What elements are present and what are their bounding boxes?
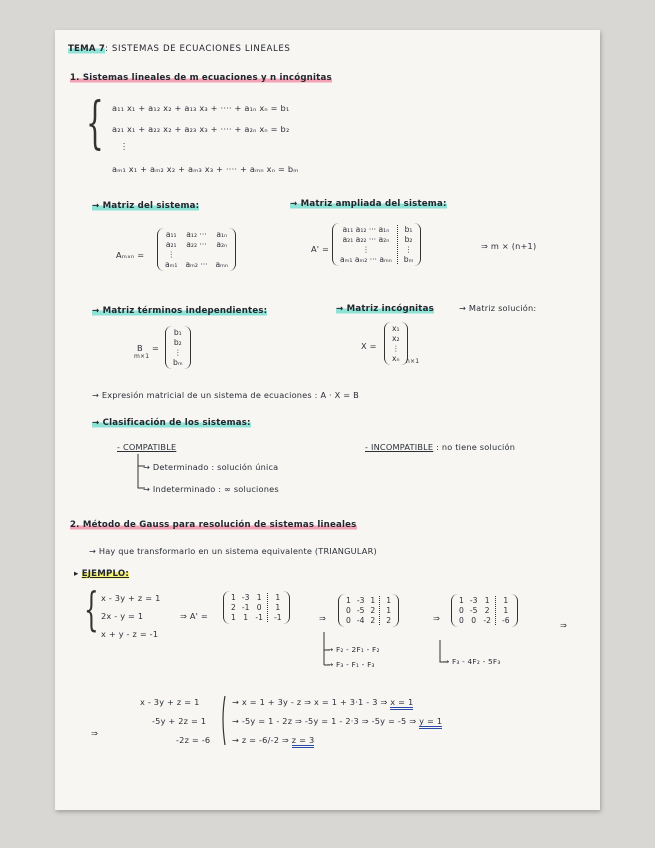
matrix-entry: b₁ <box>173 328 182 337</box>
matrix-expression: → Expresión matricial de un sistema de ecuaciones : A · X = B <box>92 390 359 400</box>
matrix-entry: a₂ₙ <box>216 240 228 249</box>
matrix-entry: ⋮ <box>392 344 400 353</box>
matrix-entry: 1 <box>459 596 464 605</box>
triangular-eq-3: -2z = -6 <box>176 735 211 745</box>
matrix-entry: 1 <box>231 593 236 602</box>
section2-heading: 2. Método de Gauss para resolución de sistemas lineales <box>70 520 357 530</box>
coef-matrix-label: Aₘₓₙ = <box>116 250 145 260</box>
incog-label: X = <box>361 341 377 351</box>
matrix-entry: 0 <box>459 616 464 625</box>
matrix-entry: 1 <box>243 613 249 622</box>
ampl-matrix-heading: → Matriz ampliada del sistema: <box>290 199 447 209</box>
matrix-entry: 1 <box>503 606 509 615</box>
matrix-entry: 1 <box>275 603 281 612</box>
matrix-entry: 0 <box>471 616 477 625</box>
matrix-entry: 1 <box>255 593 268 602</box>
matrix-entry: 1 <box>231 613 236 622</box>
matrix-entry: b₂ <box>173 338 182 347</box>
matrix-entry: -5 <box>469 606 478 615</box>
row-op-f3-second: → F₃ - 4F₂ - 5F₃ <box>443 657 501 666</box>
matrix-entry: x₁ <box>392 324 400 333</box>
matrix-entry: -2 <box>483 616 496 625</box>
matrix-entry: -4 <box>356 616 365 625</box>
solution-matrix-label: → Matriz solución: <box>459 303 537 313</box>
matrix-entry: ⋮ <box>340 245 398 254</box>
solution-y: y = 1 <box>419 716 442 729</box>
matrix-entry: -3 <box>356 596 365 605</box>
triangular-eq-2: -5y + 2z = 1 <box>152 716 207 726</box>
matrix-entry: a₂₁ a₂₂ ··· a₂ₙ <box>340 235 398 244</box>
coef-matrix-heading: → Matriz del sistema: <box>92 201 200 211</box>
solution-z: z = 3 <box>292 735 315 748</box>
matrix-entry: a₁₁ a₁₂ ··· a₁ₙ <box>340 225 398 234</box>
matrix-entry: a₂₂ ··· <box>186 240 207 249</box>
matrix-entry: -6 <box>502 616 510 625</box>
indeterminado-label: → Indeterminado : ∞ soluciones <box>143 484 279 494</box>
ampl-matrix-label: A' = <box>311 244 330 254</box>
matrix-entry: 2 <box>370 616 380 625</box>
matrix-entry: 0 <box>459 606 464 615</box>
matrix-entry: -5 <box>356 606 365 615</box>
ampl-dimension: ⇒ m × (n+1) <box>481 241 537 251</box>
determinado-label: → Determinado : solución única <box>143 462 279 472</box>
implies-arrow-2: ⇒ <box>433 613 441 623</box>
gauss-description: → Hay que transformarlo en un sistema equivalente (TRIANGULAR) <box>89 546 377 556</box>
example-label: ▸ EJEMPLO: <box>74 569 130 579</box>
equation-row-2: a₂₁ x₁ + a₂₂ x₂ + a₂₃ x₃ + ···· + a₂ₙ xₙ = b₂ <box>112 124 290 134</box>
implies-arrow-1: ⇒ <box>319 613 327 623</box>
matrix-entry: 1 <box>386 606 392 615</box>
matrix-entry: ⋮ <box>167 250 176 259</box>
indep-label: B <box>137 343 143 353</box>
matrix-entry: -3 <box>241 593 250 602</box>
incog-dim: n×1 <box>406 358 420 365</box>
matrix-entry: 1 <box>370 596 380 605</box>
matrix-entry: 1 <box>483 596 496 605</box>
matrix-entry: aₘ₂ ··· <box>185 260 208 269</box>
matrix-entry: a₁ₙ <box>216 230 228 239</box>
solve-x-line: → x = 1 + 3y - z ⇒ x = 1 + 3·1 - 3 ⇒ x = 1 <box>232 697 413 707</box>
matrix-entry: -3 <box>469 596 478 605</box>
implies-solution: ⇒ <box>91 728 99 738</box>
indep-equals: = <box>152 343 160 353</box>
matrix-entry: 0 <box>346 616 351 625</box>
matrix-entry: a₁₁ <box>165 230 177 239</box>
incog-heading: → Matriz incógnitas <box>336 304 434 314</box>
matrix-entry: ⋮ <box>404 245 413 254</box>
matrix-entry: aₘₙ <box>215 260 228 269</box>
matrix-entry: a₁₂ ··· <box>186 230 207 239</box>
example-brace: { <box>84 582 99 636</box>
matrix-entry: ⋮ <box>173 348 182 357</box>
title-tema: TEMA 7 <box>68 44 106 54</box>
solve-z-line: → z = -6/-2 ⇒ z = 3 <box>232 735 314 745</box>
matrix-entry: 1 <box>503 596 509 605</box>
incompatible-label: - INCOMPATIBLE : no tiene solución <box>365 442 516 452</box>
matrix-entry: 0 <box>346 606 351 615</box>
equation-row-1: a₁₁ x₁ + a₁₂ x₂ + a₁₃ x₃ + ···· + a₁ₙ xₙ = b₁ <box>112 103 290 113</box>
example-eq-2: 2x - y = 1 <box>101 611 144 621</box>
matrix-entry: b₁ <box>404 225 413 234</box>
indep-dim: m×1 <box>134 353 150 360</box>
indep-heading: → Matriz términos independientes: <box>92 306 268 316</box>
matrix-entry: -1 <box>241 603 250 612</box>
matrix-entry: -1 <box>274 613 282 622</box>
equation-row-m: aₘ₁ x₁ + aₘ₂ x₂ + aₘ₃ x₃ + ···· + aₘₙ xₙ = bₘ <box>112 164 299 174</box>
matrix-entry: 2 <box>386 616 392 625</box>
matrix-entry: bₘ <box>403 255 414 264</box>
matrix-entry: aₘ₁ aₘ₂ ··· aₘₙ <box>340 255 398 264</box>
matrix-entry: 1 <box>275 593 281 602</box>
classification-heading: → Clasificación de los sistemas: <box>92 418 251 428</box>
row-op-f3: → F₃ - F₁ - F₃ <box>327 660 375 669</box>
compatible-label: - COMPATIBLE <box>117 442 177 452</box>
implies-arrow-3: ⇒ <box>560 620 568 630</box>
solution-x: x = 1 <box>390 697 413 710</box>
example-eq-1: x - 3y + z = 1 <box>101 593 161 603</box>
section1-heading: 1. Sistemas lineales de m ecuaciones y n incógnitas <box>70 73 332 83</box>
triangular-eq-1: x - 3y + z = 1 <box>140 697 200 707</box>
matrix-entry: 2 <box>370 606 380 615</box>
system-brace: { <box>86 91 104 156</box>
row-op-f2: → F₂ - 2F₁ - F₂ <box>327 645 380 654</box>
matrix-entry: a₂₁ <box>165 240 177 249</box>
matrix-entry: b₂ <box>404 235 413 244</box>
matrix-entry: aₘ₁ <box>165 260 178 269</box>
matrix-entry: 2 <box>483 606 496 615</box>
equation-vdots: ⋮ <box>120 141 129 151</box>
title-name: : SISTEMAS DE ECUACIONES LINEALES <box>105 44 291 54</box>
solve-y-line: → -5y = 1 - 2z ⇒ -5y = 1 - 2·3 ⇒ -5y = -5 ⇒ y = 1 <box>232 716 442 726</box>
augmented-label: ⇒ A' = <box>180 611 208 621</box>
matrix-entry: x₂ <box>392 334 400 343</box>
matrix-entry: 1 <box>386 596 392 605</box>
matrix-entry: 0 <box>255 603 268 612</box>
matrix-entry: bₘ <box>173 358 183 367</box>
matrix-entry: 2 <box>231 603 236 612</box>
matrix-entry: xₙ <box>392 354 400 363</box>
example-eq-3: x + y - z = -1 <box>101 629 159 639</box>
matrix-entry: -1 <box>255 613 268 622</box>
matrix-entry: 1 <box>346 596 351 605</box>
